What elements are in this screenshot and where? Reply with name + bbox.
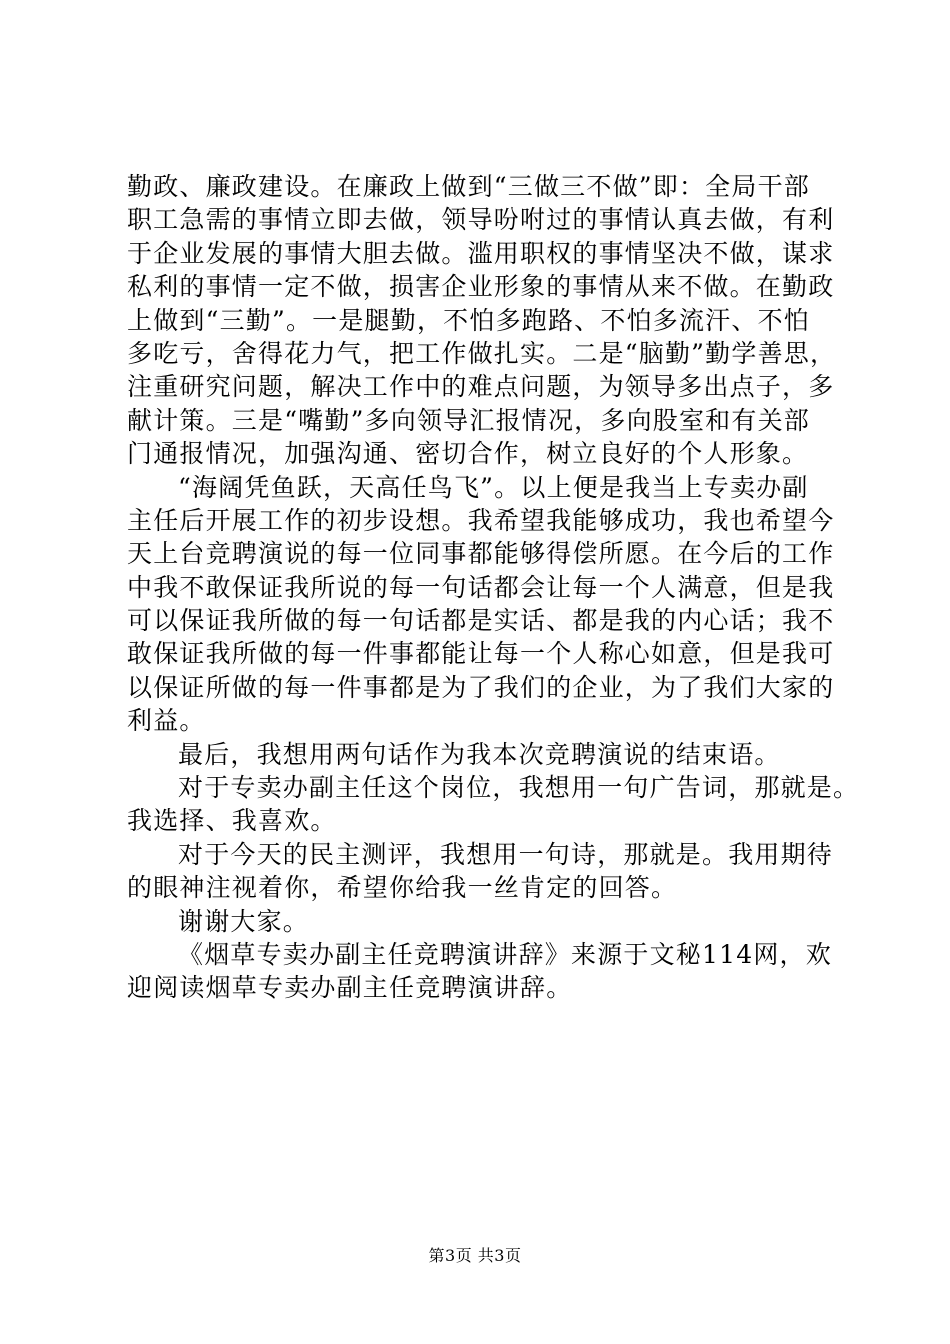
- paragraph-start-line: 对于今天的民主测评，我想用一句诗，那就是。我用期待: [178, 839, 834, 869]
- text-line: 上做到“三勤”。一是腿勤，不怕多跑路、不怕多流汗、不怕: [127, 305, 810, 335]
- paragraph-start-line: 最后，我想用两句话作为我本次竞聘演说的结束语。: [178, 739, 781, 769]
- document-body: [127, 170, 860, 1005]
- text-line: 的眼神注视着你，希望你给我一丝肯定的回答。: [127, 873, 678, 903]
- text-line: 迎阅读烟草专卖办副主任竞聘演讲辞。: [127, 973, 573, 1003]
- text-line: 职工急需的事情立即去做，领导吩咐过的事情认真去做，有利: [127, 205, 835, 235]
- text-line: 以保证所做的每一件事都是为了我们的企业，为了我们大家的: [127, 672, 835, 702]
- paragraph-start-line: “海阔凭鱼跃，天高任鸟飞”。以上便是我当上专卖办副: [178, 472, 809, 502]
- text-line: 勤政、廉政建设。在廉政上做到“三做三不做”即：全局干部: [127, 172, 810, 201]
- page-footer: [0, 1243, 950, 1266]
- text-line: 主任后开展工作的初步设想。我希望我能够成功，我也希望今: [127, 505, 835, 535]
- text-line: 中我不敢保证我所说的每一句话都会让每一个人满意，但是我: [127, 572, 835, 602]
- text-line: 多吃亏，舍得花力气，把工作做扎实。二是“脑勤”勤学善思，: [127, 338, 837, 368]
- paragraph-start-line: 谢谢大家。: [178, 906, 310, 936]
- text-line: 可以保证我所做的每一句话都是实话、都是我的内心话；我不: [127, 606, 835, 636]
- page-number-label: 第3页 共3页: [428, 1246, 522, 1265]
- text-line: 门通报情况，加强沟通、密切合作，树立良好的个人形象。: [127, 439, 809, 469]
- text-line: 注重研究问题，解决工作中的难点问题，为领导多出点子，多: [127, 372, 835, 402]
- text-line: 利益。: [127, 706, 206, 736]
- text-line: 于企业发展的事情大胆去做。滥用职权的事情坚决不做，谋求: [127, 238, 835, 268]
- paragraph-start-line: 《烟草专卖办副主任竞聘演讲辞》来源于文秘114网，欢: [178, 939, 832, 969]
- text-line: 献计策。三是“嘴勤”多向领导汇报情况，多向股室和有关部: [127, 405, 810, 435]
- text-line: 敢保证我所做的每一件事都能让每一个人称心如意，但是我可: [127, 639, 835, 669]
- paragraph-start-line: 对于专卖办副主任这个岗位，我想用一句广告词，那就是。: [178, 773, 860, 803]
- text-line: 我选择、我喜欢。: [127, 806, 337, 836]
- text-line: 天上台竞聘演说的每一位同事都能够得偿所愿。在今后的工作: [127, 539, 835, 569]
- text-line: 私利的事情一定不做，损害企业形象的事情从来不做。在勤政: [127, 272, 835, 302]
